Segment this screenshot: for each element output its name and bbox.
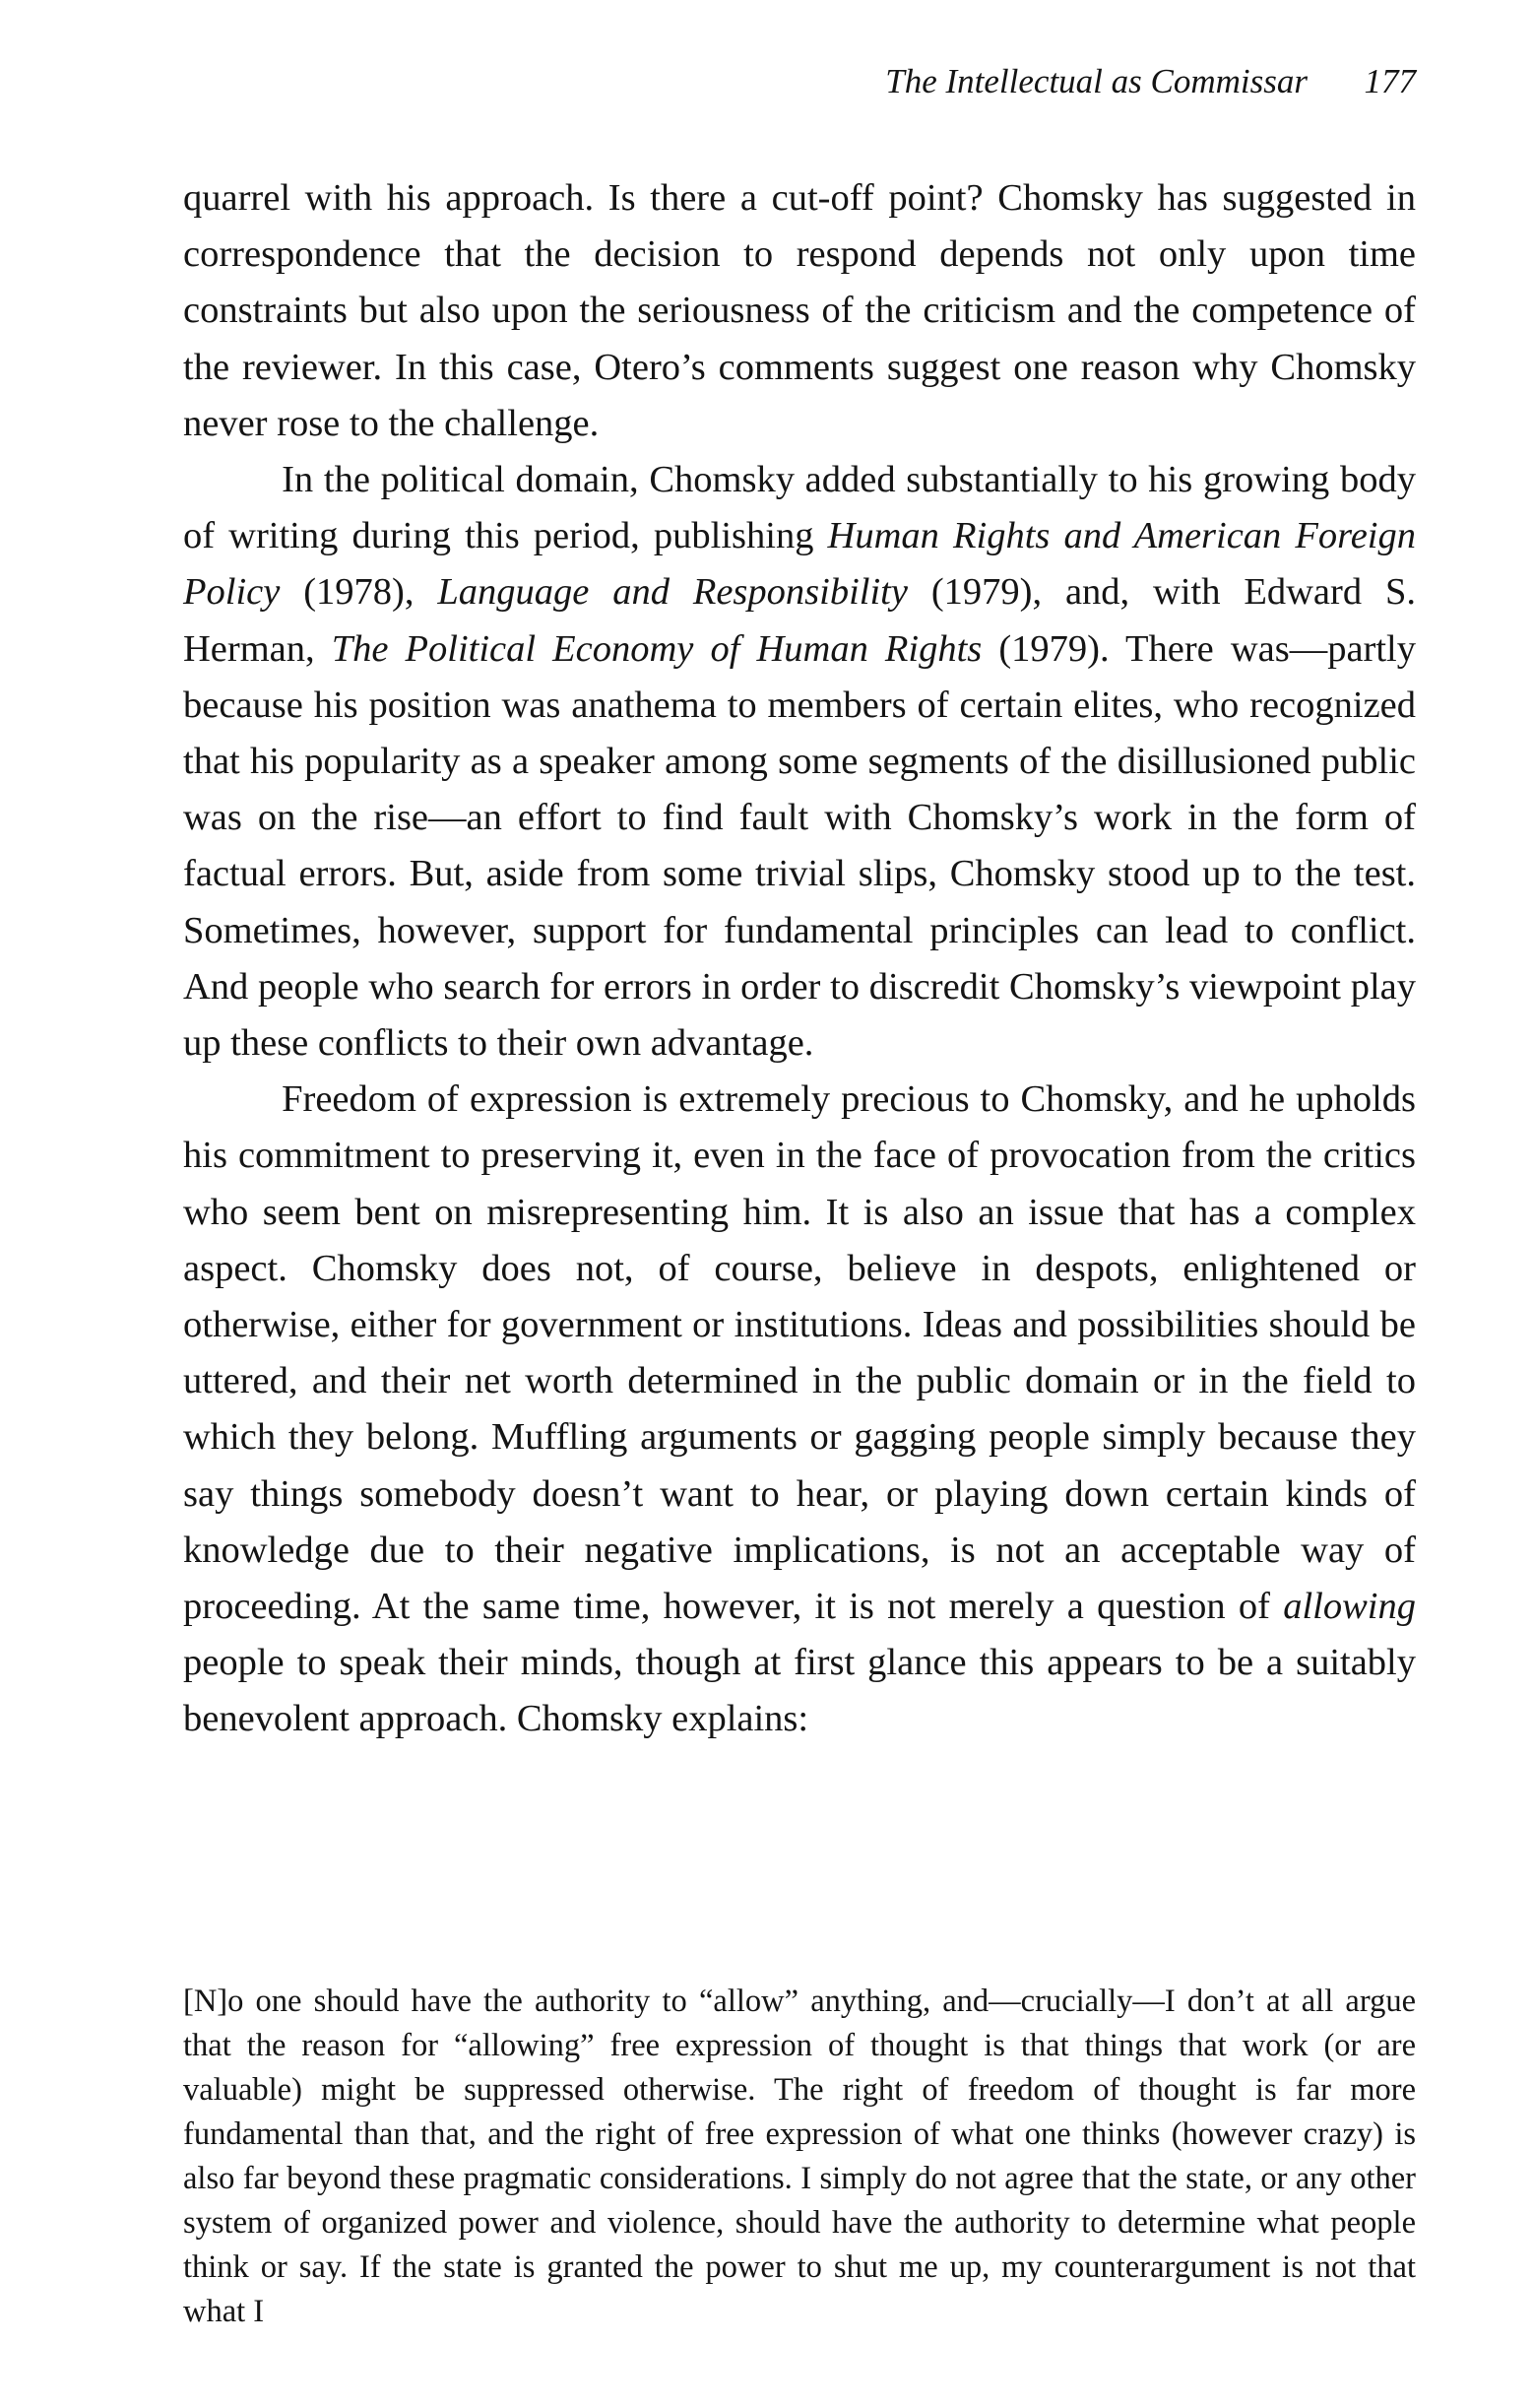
paragraph-2-text-3: (1979), and, with Edward S. Herman,	[183, 571, 1416, 670]
paragraph-3-text-2: people to speak their minds, though at first glance this appears to be a suitably benevolent approach. Chomsky explains:	[183, 1642, 1416, 1740]
emphasis-allowing: allowing	[1283, 1586, 1416, 1628]
paragraph-2-text-4: (1979). There was—partly because his position was anathema to members of certain elites, who recognized that his popularity as a speaker among some segments of the disillusioned public was on the rise—an effort to find fault with Chomsky’s work in the form of factual errors. But, aside from some trivial slips, Chomsky stood up to the test. Sometimes, however, support for fundamental principles can lead to conflict. And people who search for errors in order to discredit Chomsky’s viewpoint play up these conflicts to their own advantage.	[183, 627, 1416, 1065]
block-quote-text: [N]o one should have the authority to “allow” anything, and—crucially—I don’t at all argue that the reason for “allowing” free expression of thought is that things that work (or are valuable) might be suppressed otherwise. The right of freedom of thought is far more fundamental than that, and the right of free expression of what one thinks (however crazy) is also far beyond these pragmatic considerations. I simply do not agree that the state, or any other system of organized power and violence, should have the authority to determine what people think or say. If the state is granted the power to shut me up, my counterargument is not that what I	[183, 1984, 1416, 2329]
body-text	[183, 170, 1416, 1748]
paragraph-3-text-1: Freedom of expression is extremely precious to Chomsky, and he upholds his commitment to preserving it, even in the face of provocation from the critics who seem bent on misrepresenting him. It is also an issue that has a complex aspect. Chomsky does not, of course, believe in despots, enlightened or otherwise, either for government or institutions. Ideas and possibilities should be uttered, and their net worth determined in the public domain or in the field to which they belong. Muffling arguments or gagging people simply because they say things somebody doesn’t want to hear, or playing down certain kinds of knowledge due to their negative implications, is not an acceptable way of proceeding. At the same time, however, it is not merely a question of	[183, 1078, 1416, 1628]
running-header	[183, 57, 1416, 106]
paragraph-2	[183, 452, 1416, 1072]
running-title: The Intellectual as Commissar	[885, 62, 1308, 100]
paragraph-3	[183, 1072, 1416, 1747]
book-title-political-economy: The Political Economy of Human Rights	[331, 627, 983, 670]
paragraph-2-text-2: (1978),	[280, 571, 438, 614]
book-title-language-responsibility: Language and Responsibility	[437, 571, 908, 614]
block-quote	[183, 1980, 1416, 2334]
paragraph-1	[183, 170, 1416, 452]
page-number: 177	[1364, 62, 1416, 100]
book-title-human-rights: Human Rights and American Foreign Policy	[183, 515, 1417, 614]
paragraph-1-text: quarrel with his approach. Is there a cut-off point? Chomsky has suggested in correspondence that the decision to respond depends not only upon time constraints but also upon the seriousness of the criticism and the competence of the reviewer. In this case, Otero’s comments suggest one reason why Chomsky never rose to the challenge.	[183, 177, 1416, 444]
paragraph-2-text-1: In the political domain, Chomsky added substantially to his growing body of writing during this period, publishing	[183, 459, 1416, 557]
